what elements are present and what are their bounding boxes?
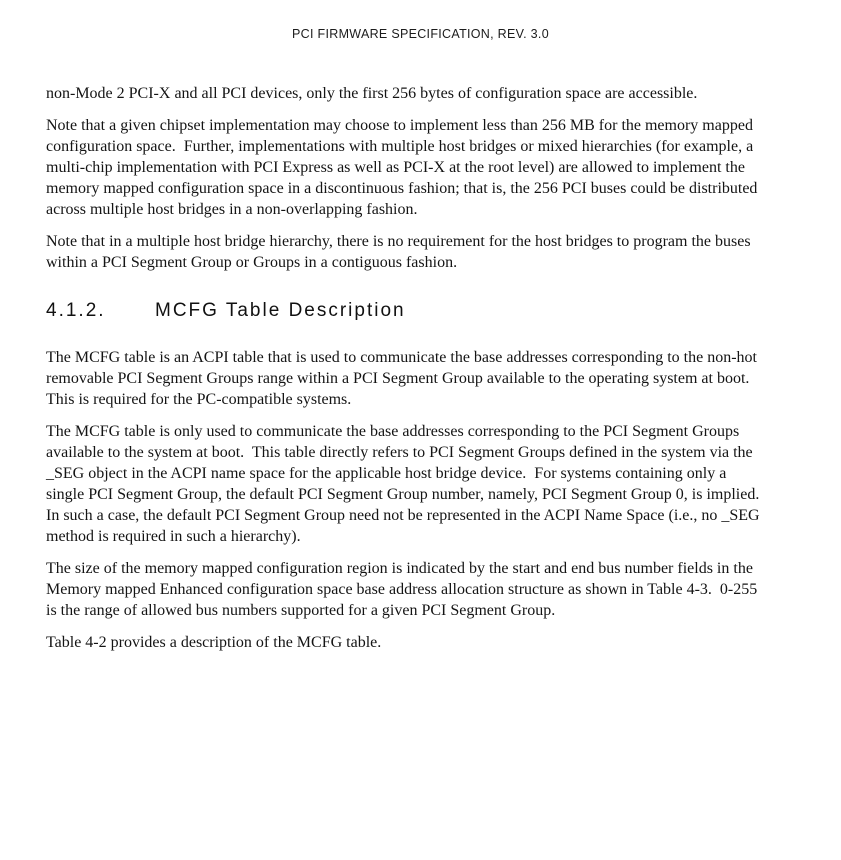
intro-paragraph: Note that in a multiple host bridge hierarchy, there is no requirement for the host bridges to program the buses within a PCI Segment Group or Groups in a contiguous fashion. bbox=[46, 233, 755, 271]
section-paragraph: The MCFG table is an ACPI table that is used to communicate the base addresses corresponding to the non-hot removable PCI Segment Groups range within a PCI Segment Group available to the operating system at boot. This is required for the PC-compatible systems. bbox=[46, 349, 761, 408]
section-heading bbox=[46, 300, 767, 322]
section-paragraph: The MCFG table is only used to communicate the base addresses corresponding to the PCI Segment Groups available to the system at boot. This table directly refers to PCI Segment Groups defined in the system via the _SEG object in the ACPI name space for the applicable host bridge device. For systems containing only a single PCI Segment Group, the default PCI Segment Group number, namely, PCI Segment Group 0, is implied. In such a case, the default PCI Segment Group need not be represented in the ACPI Name Space (i.e., no _SEG method is required in such a hierarchy). bbox=[46, 423, 768, 545]
intro-paragraph: Note that a given chipset implementation may choose to implement less than 256 MB for the memory mapped configuration space. Further, implementations with multiple host bridges or mixed hierarchies (for example, a multi-chip implementation with PCI Express as well as PCI-X at the root level) are allowed to implement the memory mapped configuration space in a discontinuous fashion; that is, the 256 PCI buses could be distributed across multiple host bridges in a non-overlapping fashion. bbox=[46, 117, 762, 218]
section-title: MCFG Table Description bbox=[155, 300, 406, 321]
section-paragraph: Table 4-2 provides a description of the MCFG table. bbox=[46, 634, 382, 651]
running-header: PCI FIRMWARE SPECIFICATION, REV. 3.0 bbox=[292, 27, 549, 41]
section-paragraph: The size of the memory mapped configuration region is indicated by the start and end bus number fields in the Memory mapped Enhanced configuration space base address allocation structure as shown in Table 4-3. 0-255 is the range of allowed bus numbers supported for a given PCI Segment Group. bbox=[46, 560, 762, 619]
section-number: 4.1.2. bbox=[46, 300, 106, 321]
intro-paragraph: non-Mode 2 PCI-X and all PCI devices, only the first 256 bytes of configuration space are accessible. bbox=[46, 85, 698, 102]
page-content bbox=[46, 83, 767, 653]
